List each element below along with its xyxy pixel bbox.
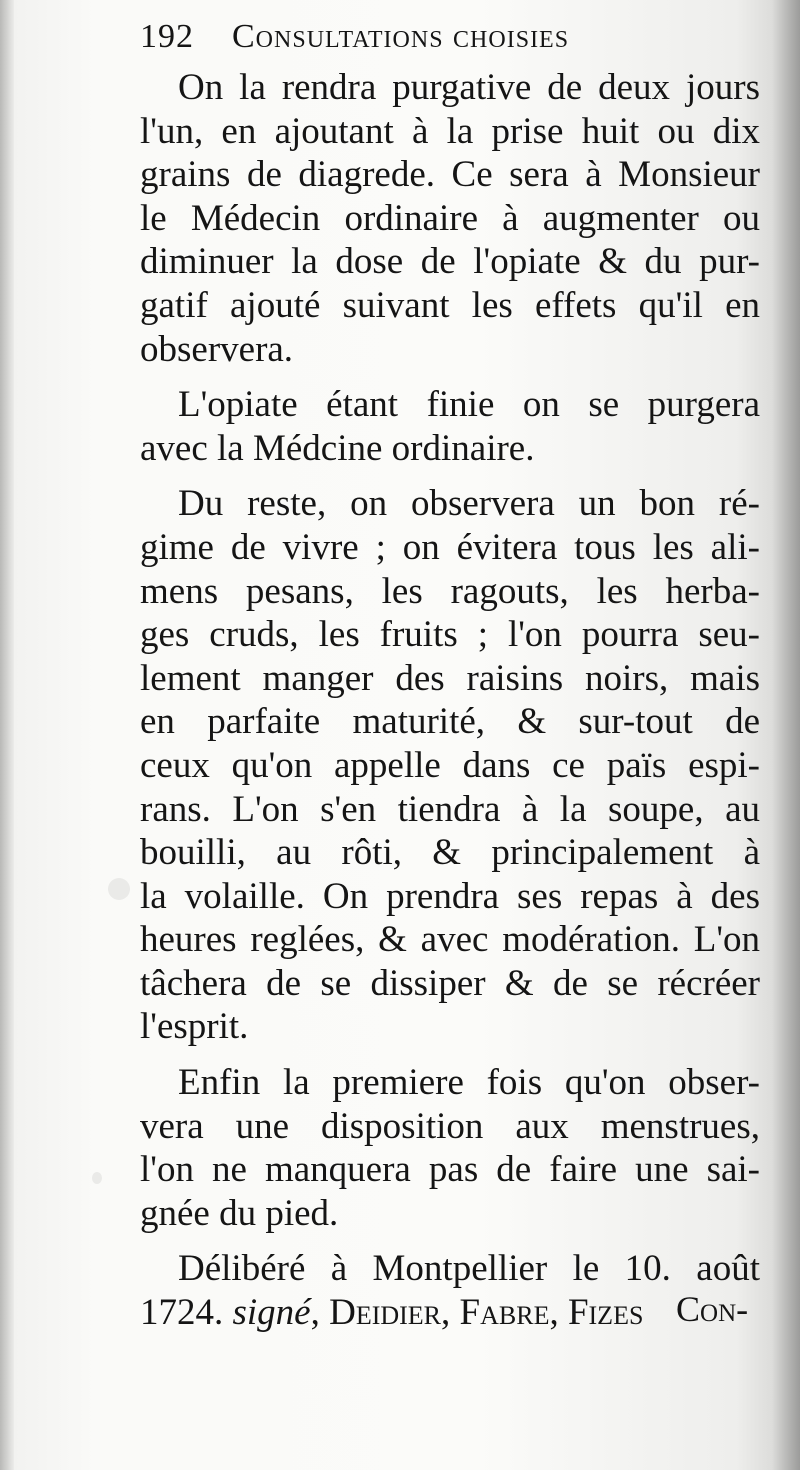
text-line: avec la Médcine ordinaire. — [140, 427, 535, 469]
signature-date: 1724. — [140, 1292, 224, 1334]
text-line: gime de vivre ; on évitera tous les ali- — [140, 526, 760, 568]
text-line: heures reglées, & avec modération. L'on — [140, 919, 760, 961]
text-line: bouilli, au rôti, & principalement à — [140, 832, 760, 874]
text-line: On la rendra purgative de deux jours — [178, 67, 760, 108]
text-line: L'opiate étant finie on se purgera — [178, 384, 760, 426]
deliberation-line: Délibéré à Montpellier le 10. août — [178, 1248, 760, 1290]
text-line: en parfaite maturité, & sur-tout de — [140, 701, 760, 743]
ink-smudge — [108, 878, 130, 900]
paragraph — [140, 383, 760, 470]
text-line: lement manger des raisins noirs, mais — [140, 657, 760, 699]
text-line: vera une disposition aux menstrues, — [140, 1105, 760, 1147]
text-line: rans. L'on s'en tiendra à la soupe, au — [140, 788, 760, 830]
signe-label: signé — [232, 1292, 311, 1334]
text-line: ges cruds, les fruits ; l'on pourra seu- — [140, 614, 760, 656]
catchword: Con- — [676, 1289, 749, 1329]
signatory-names: , Deidier, Fabre, Fizes — [310, 1292, 644, 1334]
text-line: le Médecin ordinaire à augmenter ou — [140, 197, 760, 239]
paragraph — [140, 1061, 760, 1235]
running-head — [140, 18, 760, 68]
signatories-line — [140, 1291, 760, 1335]
paragraph — [140, 66, 760, 371]
text-line: ceux qu'on appelle dans ce païs espi- — [140, 744, 760, 786]
text-line: Du reste, on observera un bon ré- — [178, 483, 760, 525]
running-title: Consultations choisies — [232, 18, 570, 55]
text-line: la volaille. On prendra ses repas à des — [140, 875, 760, 917]
text-line: mens pesans, les ragouts, les herba- — [140, 570, 760, 612]
text-line: gatif ajouté suivant les effets qu'il en — [140, 284, 760, 326]
text-line: l'on ne manquera pas de faire une sai- — [140, 1149, 760, 1191]
text-line: grains de diagrede. Ce sera à Monsieur — [140, 154, 760, 196]
text-line: l'esprit. — [140, 1006, 249, 1048]
page-number: 192 — [140, 18, 194, 55]
body-text — [140, 66, 760, 1335]
text-line: tâchera de se dissiper & de se récréer — [140, 962, 760, 1004]
text-line: gnée du pied. — [140, 1192, 339, 1234]
signature-block — [140, 1247, 760, 1334]
text-line: Enfin la premiere fois qu'on obser- — [178, 1062, 760, 1104]
text-line: diminuer la dose de l'opiate & du pur- — [140, 241, 760, 283]
text-line: l'un, en ajoutant à la prise huit ou dix — [140, 110, 760, 152]
ink-smudge — [92, 1172, 102, 1184]
text-line: observera. — [140, 328, 294, 370]
page-edge-shadow — [772, 0, 800, 1470]
paragraph — [140, 482, 760, 1049]
page-gutter-shadow — [0, 0, 14, 1470]
